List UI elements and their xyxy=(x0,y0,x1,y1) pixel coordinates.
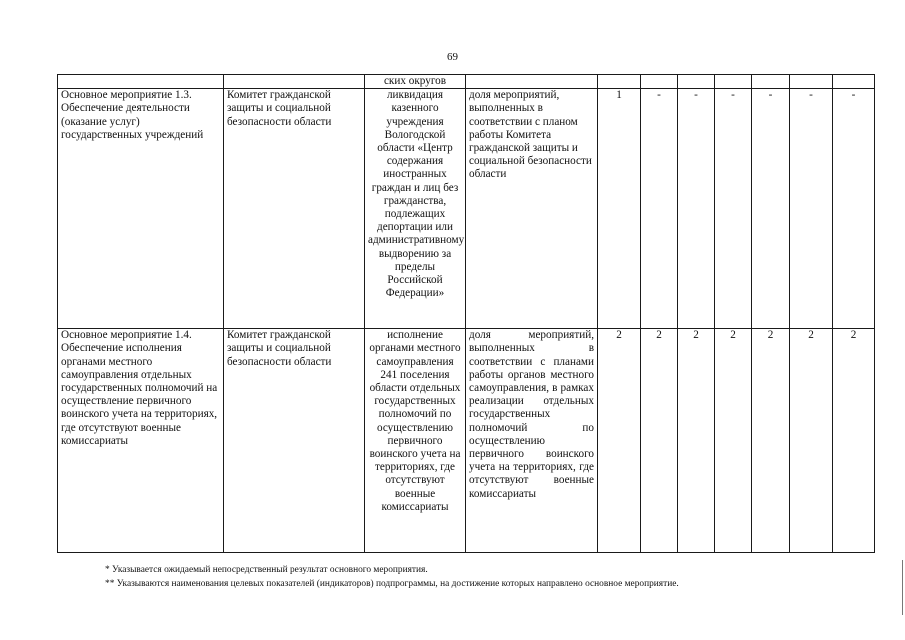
value-cell-4: 2 xyxy=(715,329,752,553)
value-cell-7 xyxy=(833,75,875,89)
value-cell-5: - xyxy=(752,89,790,329)
value-cell-6: 2 xyxy=(790,329,833,553)
value-cell-1: 2 xyxy=(598,329,641,553)
value-cell-4 xyxy=(715,75,752,89)
scan-edge-mark xyxy=(902,560,903,615)
result-cell: исполнение органами местного самоуправления 241 поселения области отдельных государственных полномочий по осуществлению первичного воинского учета на территориях, где отсутствуют военные комиссариаты xyxy=(365,329,466,553)
result-cell: ликвидация казенного учреждения Вологодской области «Центр содержания иностранных граждан и лиц без гражданства, подлежащих депортации или административному выдворению за пределы Российской Федерации» xyxy=(365,89,466,329)
continuation-row xyxy=(58,75,875,89)
value-cell-6: - xyxy=(790,89,833,329)
page-number: 69 xyxy=(447,51,458,63)
value-cell-7: 2 xyxy=(833,329,875,553)
table-row-activity-1-3 xyxy=(58,89,875,329)
value-cell-6 xyxy=(790,75,833,89)
result-cell: ских округов xyxy=(365,75,466,89)
value-cell-3: 2 xyxy=(678,329,715,553)
activities-table xyxy=(57,74,875,553)
indicator-cell xyxy=(466,75,598,89)
value-cell-4: - xyxy=(715,89,752,329)
value-cell-1 xyxy=(598,75,641,89)
table-row-activity-1-4 xyxy=(58,329,875,553)
footnote-result: * Указывается ожидаемый непосредственный результат основного мероприятия. xyxy=(105,565,428,575)
value-cell-2: 2 xyxy=(641,329,678,553)
value-cell-2: - xyxy=(641,89,678,329)
value-cell-5: 2 xyxy=(752,329,790,553)
value-cell-3 xyxy=(678,75,715,89)
executor-cell: Комитет гражданской защиты и социальной безопасности области xyxy=(224,89,365,329)
executor-cell xyxy=(224,75,365,89)
indicator-cell: доля мероприятий, выполненных в соответствии с планом работы Комитета гражданской защиты и социальной безопасности области xyxy=(466,89,598,329)
value-cell-1: 1 xyxy=(598,89,641,329)
activity-cell: Основное мероприятие 1.3. Обеспечение деятельности (оказание услуг) государственных учреждений xyxy=(58,89,224,329)
value-cell-3: - xyxy=(678,89,715,329)
value-cell-7: - xyxy=(833,89,875,329)
executor-cell: Комитет гражданской защиты и социальной безопасности области xyxy=(224,329,365,553)
footnote-indicators: ** Указываются наименования целевых показателей (индикаторов) подпрограммы, на достижение которых направлено основное мероприятие. xyxy=(105,579,679,589)
indicator-cell: доля мероприятий, выполненных в соответствии с планами работы органов местного самоуправления, в рамках реализации отдельных государственных полномочий по осуществлению первичного воинского учета на территориях, где отсутствуют военные комиссариаты xyxy=(466,329,598,553)
activity-cell: Основное мероприятие 1.4. Обеспечение исполнения органами местного самоуправления отдельных государственных полномочий на осуществление первичного воинского учета на территориях, где отсутствуют военные комиссариаты xyxy=(58,329,224,553)
value-cell-2 xyxy=(641,75,678,89)
activity-cell xyxy=(58,75,224,89)
value-cell-5 xyxy=(752,75,790,89)
